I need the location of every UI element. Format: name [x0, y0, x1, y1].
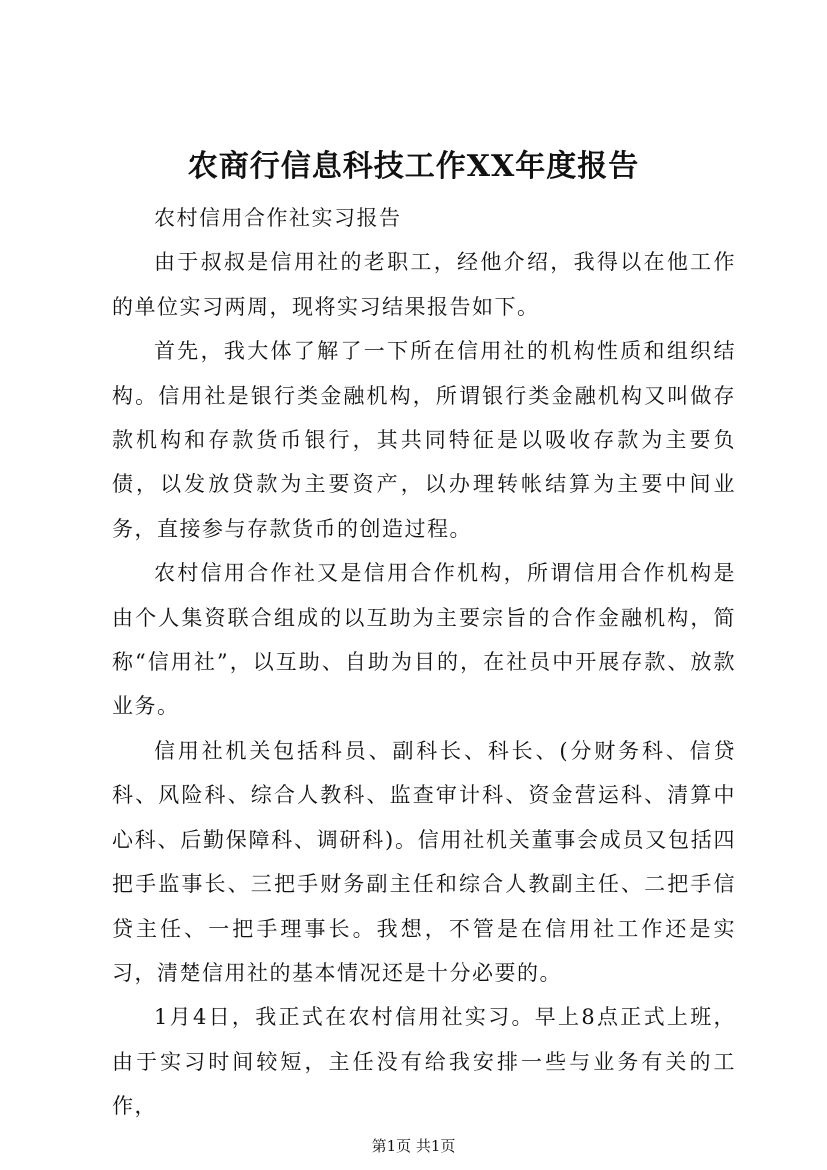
document-title: 农商行信息科技工作XX年度报告 — [187, 149, 640, 184]
document-body — [112, 196, 736, 1129]
paragraph-subtitle: 农村信用合作社实习报告 — [154, 206, 402, 230]
paragraph-institution-nature: 首先，我大体了解了一下所在信用社的机构性质和组织结构。信用社是银行类金融机构，所谓银行类金融机构又叫做存款机构和存款货币银行，其共同特征是以吸收存款为主要负债，以发放贷款为主要资产，以办理转帐结算为主要中间业务，直接参与存款货币的创造过程。 — [112, 339, 736, 541]
page-number-footer: 第1页 共1页 — [371, 1137, 456, 1155]
paragraph-credit-cooperative: 农村信用合作社又是信用合作机构，所谓信用合作机构是由个人集资联合组成的以互助为主要宗旨的合作金融机构，简称“信用社”，以互助、自助为目的，在社员中开展存款、放款业务。 — [112, 561, 736, 719]
paragraph-intro: 由于叔叔是信用社的老职工，经他介绍，我得以在他工作的单位实习两周，现将实习结果报告如下。 — [112, 250, 736, 319]
paragraph-first-day: 1月4日，我正式在农村信用社实习。早上8点正式上班，由于实习时间较短，主任没有给我安排一些与业务有关的工作， — [112, 1005, 736, 1119]
paragraph-organization: 信用社机关包括科员、副科长、科长、(分财务科、信贷科、风险科、综合人教科、监查审计科、资金营运科、清算中心科、后勤保障科、调研科)。信用社机关董事会成员又包括四把手监事长、三把手财务副主任和综合人教副主任、二把手信贷主任、一把手理事长。我想，不管是在信用社工作还是实习，清楚信用社的基本情况还是十分必要的。 — [112, 738, 736, 985]
